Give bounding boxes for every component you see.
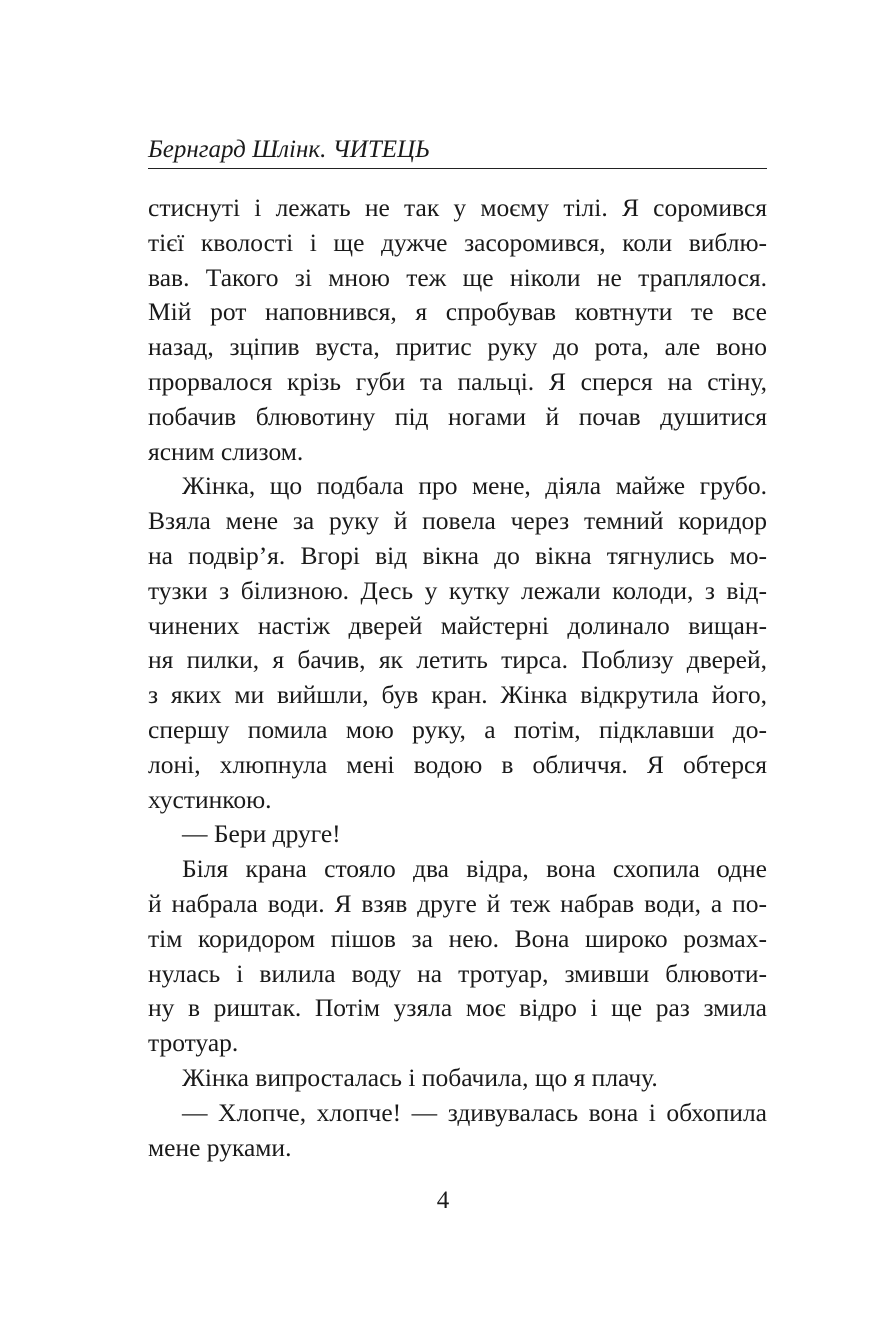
text-line: тузки з білизною. Десь у кутку лежали колоди, з від- bbox=[148, 575, 767, 605]
paragraph bbox=[148, 191, 767, 469]
text-line: хустинкою. bbox=[148, 784, 272, 814]
paragraph bbox=[148, 852, 767, 1061]
text-line: — Бери друге! bbox=[182, 819, 341, 849]
paragraph bbox=[148, 1096, 767, 1166]
page-number: 4 bbox=[436, 1187, 450, 1214]
text-line: лоні, хлюпнула мені водою в обличчя. Я обтерся bbox=[148, 749, 767, 779]
text-line: з яких ми вийшли, був кран. Жінка відкрутила його, bbox=[148, 680, 767, 710]
text-line: Біля крана стояло два відра, вона схопила одне bbox=[182, 854, 767, 884]
text-line: тім коридором пішов за нею. Вона широко розмах- bbox=[148, 923, 767, 953]
text-line: назад, зціпив вуста, притис руку до рота, але воно bbox=[148, 332, 767, 362]
paragraph bbox=[148, 469, 767, 817]
text-line: ня пилки, я бачив, як летить тирса. Поблизу дверей, bbox=[148, 645, 767, 675]
text-line: чинених настіж дверей майстерні долинало вищан- bbox=[148, 610, 767, 640]
text-line: тієї кволості і ще дужче засоромився, коли виблю- bbox=[148, 227, 767, 257]
text-line: ясним слизом. bbox=[148, 436, 304, 466]
running-header: Бернгард Шлінк. ЧИТЕЦЬ bbox=[148, 136, 430, 163]
text-line: Жінка випросталась і побачила, що я плачу. bbox=[182, 1062, 658, 1092]
text-line: й набрала води. Я взяв друге й теж набрав води, а по- bbox=[148, 888, 767, 918]
text-line: Мій рот наповнився, я спробував ковтнути те все bbox=[148, 297, 767, 327]
paragraph bbox=[148, 1061, 767, 1096]
text-line: Взяла мене за руку й повела через темний коридор bbox=[148, 506, 767, 536]
text-line: на подвір’я. Вгорі від вікна до вікна тягнулись мо- bbox=[148, 540, 767, 570]
text-line: Жінка, що подбала про мене, діяла майже грубо. bbox=[182, 471, 767, 501]
body-text bbox=[148, 191, 767, 1165]
text-line: ну в риштак. Потім узяла моє відро і ще раз змила bbox=[148, 993, 767, 1023]
text-line: тротуар. bbox=[148, 1028, 239, 1058]
text-line: нулась і вилила воду на тротуар, змивши блювоти- bbox=[148, 958, 767, 988]
paragraph bbox=[148, 817, 767, 852]
text-line: спершу помила мою руку, а потім, підклавши до- bbox=[148, 714, 767, 744]
text-line: мене руками. bbox=[148, 1132, 292, 1162]
text-line: вав. Такого зі мною теж ще ніколи не траплялося. bbox=[148, 262, 767, 292]
text-line: побачив блювотину під ногами й почав душитися bbox=[148, 401, 767, 431]
text-line: стиснуті і лежать не так у моєму тілі. Я соромився bbox=[148, 193, 767, 222]
text-line: — Хлопче, хлопче! — здивувалась вона і обхопила bbox=[182, 1097, 767, 1127]
text-line: прорвалося крізь губи та пальці. Я сперся на стіну, bbox=[148, 366, 767, 396]
header-rule bbox=[148, 168, 767, 169]
